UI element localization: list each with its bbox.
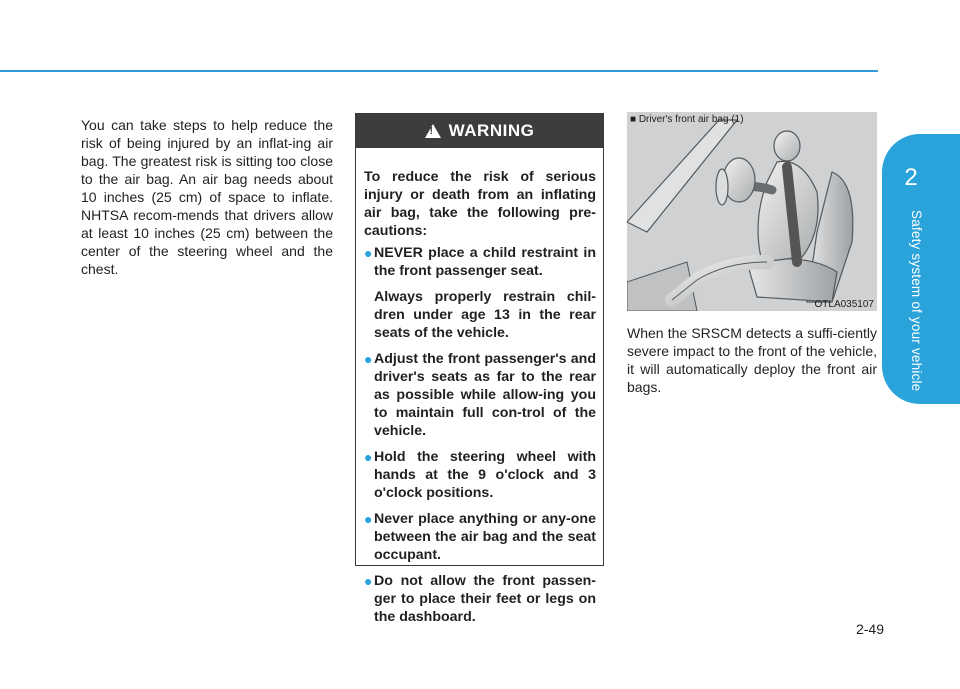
warning-triangle-icon	[425, 124, 441, 138]
warning-item-text: Adjust the front passenger's and driver's seats as far to the rear as possible while allow-ing you to maintain full con-trol of the vehicle.	[374, 351, 596, 439]
chapter-number: 2	[904, 164, 918, 191]
chapter-title: Safety system of your vehicle	[909, 210, 924, 392]
bullet-icon: ●	[364, 351, 373, 367]
warning-item	[364, 448, 596, 502]
warning-list	[364, 244, 596, 626]
warning-item-text: Hold the steering wheel with hands at the 9 o'clock and 3 o'clock positions.	[374, 449, 596, 501]
warning-intro: To reduce the risk of serious injury or death from an inflating air bag, take the following pre-cautions:	[364, 169, 596, 239]
warning-header	[356, 114, 603, 148]
bullet-icon: ●	[364, 511, 373, 527]
warning-item	[364, 244, 596, 342]
warning-box	[355, 113, 604, 625]
figure-code: OTLA035107	[814, 299, 874, 310]
warning-title: WARNING	[448, 121, 535, 140]
deploy-paragraph: When the SRSCM detects a suffi-ciently severe impact to the front of the vehicle, it will automatically deploy the front air bags.	[627, 325, 877, 395]
warning-item	[364, 510, 596, 564]
warning-item-subtext: Always properly restrain chil-dren under age 13 in the rear seats of the vehicle.	[374, 289, 596, 341]
figure-caption: ■ Driver's front air bag (1)	[630, 114, 744, 125]
warning-item	[364, 572, 596, 626]
page-number: 2-49	[855, 621, 884, 637]
warning-item-text: Never place anything or any-one between the air bag and the seat occupant.	[374, 511, 596, 563]
driver-airbag-drawing	[627, 112, 877, 311]
warning-item	[364, 350, 596, 440]
bullet-icon: ●	[364, 573, 373, 589]
bullet-icon: ●	[364, 449, 373, 465]
warning-item-text: NEVER place a child restraint in the front passenger seat.	[374, 245, 596, 279]
bullet-icon: ●	[364, 245, 373, 261]
header-rule	[0, 70, 878, 72]
intro-paragraph: You can take steps to help reduce the risk of being injured by an inflat-ing air bag. The greatest risk is sitting too close to the air bag. An air bag needs about 10 inches (25 cm) of space to inflate. NHTSA recom-mends that drivers allow at least 10 inches (25 cm) between the center of the steering wheel and the chest.	[81, 117, 333, 277]
warning-item-text: Do not allow the front passen-ger to place their feet or legs on the dashboard.	[374, 573, 596, 625]
warning-body	[356, 148, 603, 626]
chapter-tab	[882, 134, 960, 404]
airbag-illustration	[627, 112, 877, 311]
